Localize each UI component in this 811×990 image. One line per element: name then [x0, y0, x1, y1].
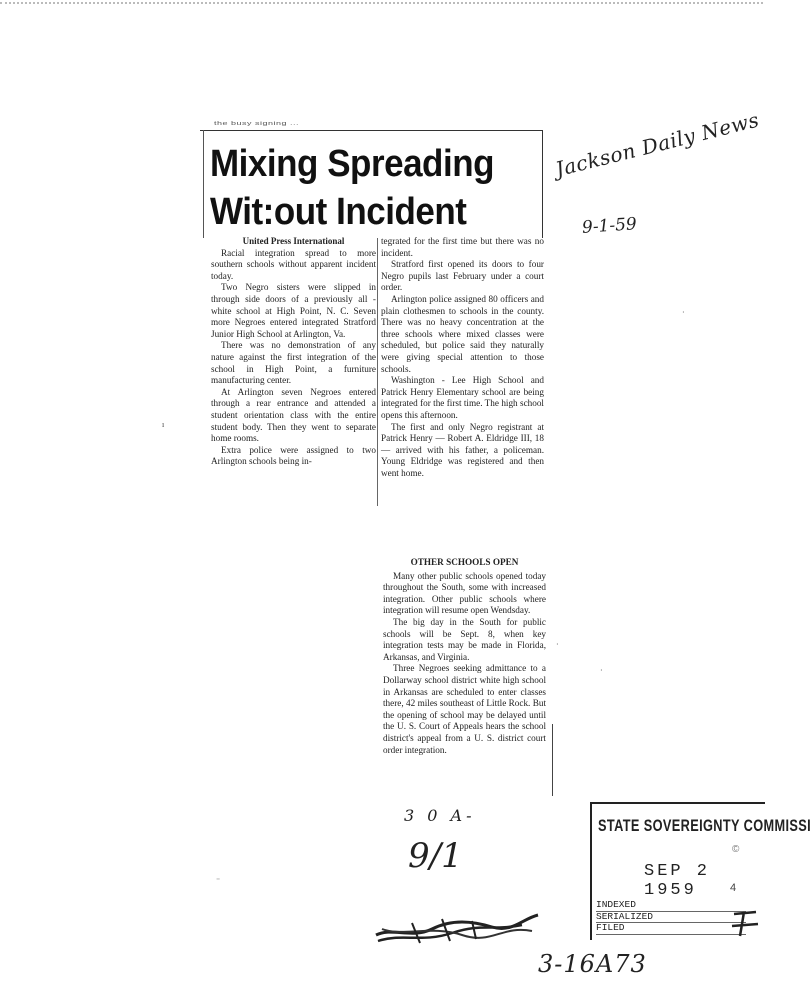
clipping-right-edge	[542, 130, 543, 238]
article-column-3	[383, 556, 546, 756]
article-paragraph: tegrated for the first time but there was no incident.	[381, 236, 544, 258]
stamp-seal-icon: ©	[732, 844, 740, 855]
clipping-right-edge-lower	[552, 724, 553, 796]
received-stamp	[590, 802, 811, 940]
headline	[210, 140, 514, 236]
stamp-serialized: SERIALIZED	[596, 912, 746, 924]
stamp-title: STATE SOVEREIGNTY COMMISSI	[598, 816, 811, 835]
speck: ⁻	[216, 876, 221, 885]
top-dotted-border	[0, 2, 763, 4]
headline-line-1: Mixing Spreading	[210, 143, 495, 185]
article-column-1	[211, 236, 376, 468]
speck: ·	[682, 308, 685, 317]
handwritten-date: 9-1-59	[581, 214, 638, 238]
article-paragraph: At Arlington seven Negroes entered through a rear entrance and attended a student orientation class with the entire student body. Then they went to separate home rooms.	[211, 386, 376, 444]
article-paragraph: Many other public schools opened today throughout the South, some with increased integration. Other public schools where integration will resume open Wendsday.	[383, 570, 546, 616]
stamp-date: SEP 2 1959	[644, 862, 711, 900]
article-paragraph: The big day in the South for public schools will be Sept. 8, when key integration tests may be made in Florida, Arkansas, and Virginia.	[383, 616, 546, 662]
speck: ·	[556, 640, 559, 649]
stamp-initials	[730, 908, 760, 944]
clipping-top-edge	[200, 130, 543, 131]
article-paragraph: Two Negro sisters were slipped in through side doors of a previously all - white school at High Point, N. C. Seven more Negroes entered integrated Stratford Junior High School at Arlington, Va.	[211, 282, 376, 339]
headline-line-2: Wit:out Incident	[210, 191, 467, 233]
handwritten-date-mark: 9/1	[408, 836, 463, 876]
handwritten-mark: 3 0 A-	[404, 806, 476, 825]
article-column-2	[381, 236, 544, 479]
article-paragraph: Washington - Lee High School and Patrick Henry Elementary school are being integrated for the first time. The high school opens this afternoon.	[381, 375, 544, 420]
article-paragraph: Racial integration spread to more southern schools without apparent incident today.	[211, 247, 376, 281]
article-paragraph: Extra police were assigned to two Arlington schools being in-	[211, 444, 376, 467]
byline: United Press International	[242, 236, 345, 246]
stamp-filed: FILED	[596, 923, 746, 935]
stamp-count: 4	[730, 882, 737, 894]
crossed-out-signature	[372, 905, 542, 947]
stamp-indexed: INDEXED	[596, 900, 746, 912]
column-divider	[377, 238, 378, 506]
handwritten-source: Jackson Daily News	[553, 107, 762, 182]
article-paragraph: There was no demonstration of any nature against the first integration of the school in High Point, a furniture manufacturing center.	[211, 340, 376, 386]
speck: ı	[162, 420, 165, 429]
article-paragraph: The first and only Negro registrant at Patrick Henry — Robert A. Eldridge III, 18 — arrived with his father, a policeman. Young Eldridge was registered and then went home.	[381, 421, 544, 478]
subhead: OTHER SCHOOLS OPEN	[410, 557, 519, 567]
clipping-left-edge	[203, 130, 204, 238]
cut-off-text: the busy signing ...	[214, 120, 300, 126]
speck: ·	[600, 666, 603, 675]
handwritten-file-number: 3-16A73	[538, 950, 647, 978]
article-paragraph: Stratford first opened its doors to four Negro pupils last February under a court order.	[381, 259, 544, 293]
stamp-fields	[596, 900, 746, 935]
initials-icon	[730, 908, 760, 938]
article-paragraph: Arlington police assigned 80 officers and plain clothesmen to schools in the county. There was no heavy concentration at the three schools where mixed classes were scheduled, but police said they naturally were giving special attention to those schools.	[381, 293, 544, 374]
article-paragraph: Three Negroes seeking admittance to a Dollarway school district white high school in Arkansas are scheduled to enter classes there, 42 miles southeast of Little Rock. But the opening of school may be delayed until the U. S. Court of Appeals hears the school district's appeal from a U. S. district court order integration.	[383, 663, 546, 755]
